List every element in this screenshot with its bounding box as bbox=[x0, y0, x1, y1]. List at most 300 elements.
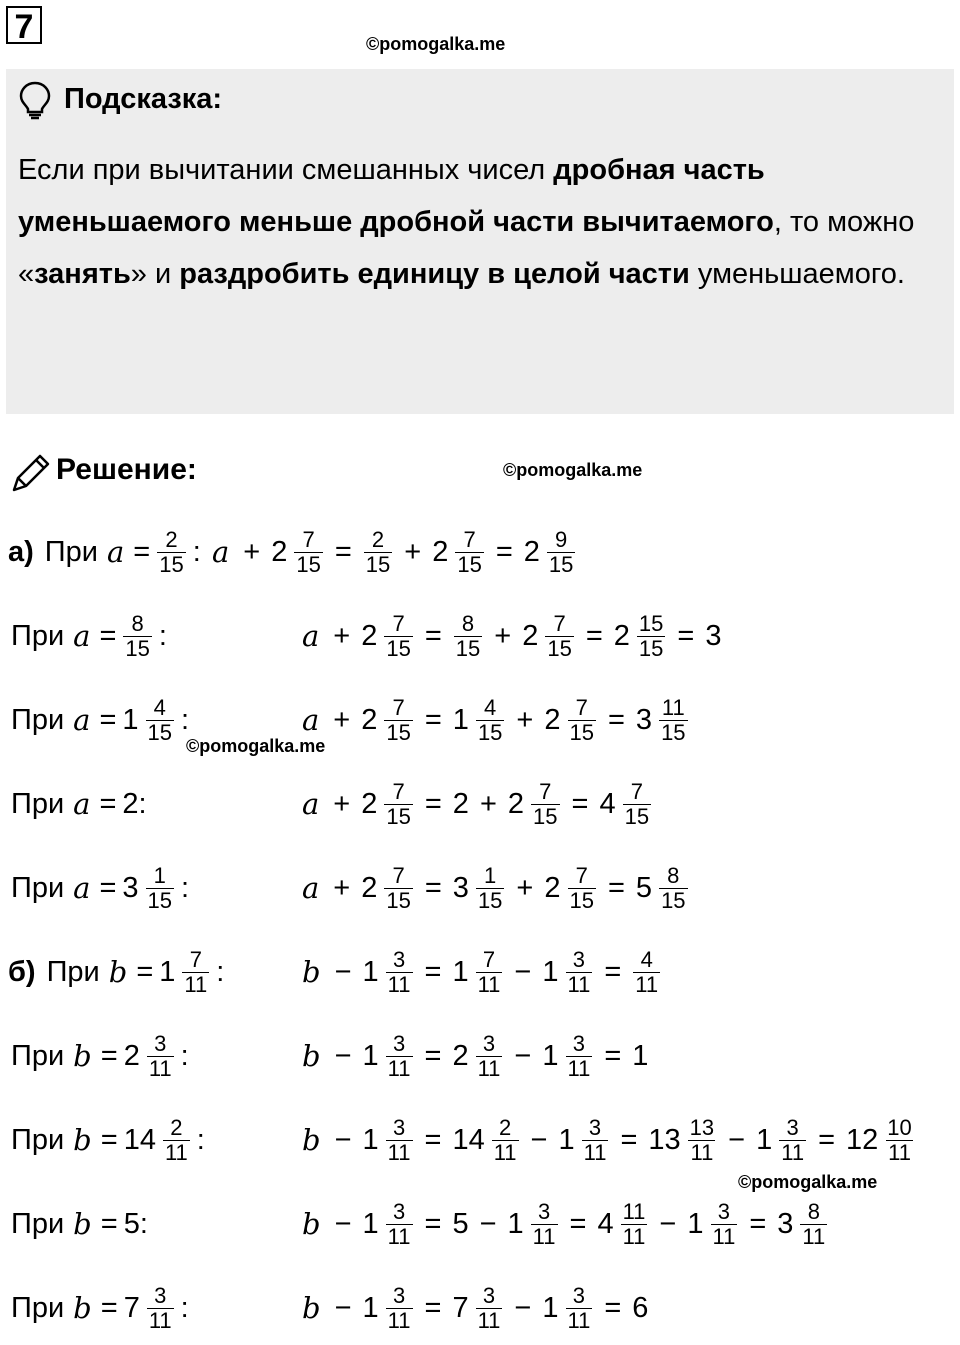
term: 1 bbox=[542, 955, 559, 988]
term: 1 bbox=[122, 703, 139, 736]
term: 1 bbox=[159, 955, 176, 988]
denominator: 15 bbox=[147, 887, 173, 913]
numerator: 8 bbox=[131, 610, 144, 636]
term: 2 bbox=[522, 619, 539, 652]
denominator: 11 bbox=[635, 971, 659, 997]
fraction bbox=[582, 1116, 609, 1165]
numerator: 3 bbox=[588, 1114, 602, 1140]
term: 1 bbox=[687, 1207, 704, 1240]
term: 7 bbox=[123, 1291, 140, 1324]
fraction bbox=[386, 948, 413, 997]
condition-label bbox=[8, 1116, 208, 1165]
term: 2 bbox=[507, 787, 525, 820]
operator: = bbox=[620, 1123, 638, 1156]
denominator: 15 bbox=[455, 635, 481, 661]
operator: = bbox=[607, 871, 625, 904]
variable: b bbox=[302, 1291, 321, 1325]
numerator: 2 bbox=[499, 1114, 512, 1140]
variable: a bbox=[73, 619, 91, 653]
variable: b bbox=[73, 1039, 92, 1073]
operator: + bbox=[494, 619, 512, 652]
fraction bbox=[621, 1200, 648, 1249]
numerator: 7 bbox=[302, 526, 315, 552]
term: = bbox=[99, 871, 117, 904]
denominator: 11 bbox=[532, 1223, 556, 1249]
denominator: 15 bbox=[386, 719, 411, 745]
variable: a bbox=[106, 535, 125, 569]
denominator: 11 bbox=[690, 1139, 714, 1165]
numerator: 9 bbox=[555, 526, 568, 552]
operator: = bbox=[818, 1123, 836, 1156]
fraction bbox=[454, 612, 482, 661]
term: 1 bbox=[362, 1123, 379, 1156]
term: При bbox=[11, 1123, 65, 1156]
variable: a bbox=[302, 787, 320, 821]
watermark: ©pomogalka.me bbox=[186, 736, 326, 756]
condition-label bbox=[8, 696, 192, 745]
term: = bbox=[100, 1039, 118, 1072]
denominator: 11 bbox=[477, 1055, 501, 1081]
denominator: 11 bbox=[387, 1307, 411, 1333]
term: При bbox=[11, 1291, 65, 1324]
equation-row bbox=[0, 1110, 960, 1170]
term: 1 bbox=[558, 1123, 575, 1156]
hint-text: Если при вычитании смешанных чисел дробная часть уменьшаемого меньше дробной части вычитаемого, то можно «занять» и раздробить единицу в целой части уменьшаемого. bbox=[18, 154, 915, 290]
term: 1 bbox=[362, 1039, 379, 1072]
term: : bbox=[181, 703, 190, 736]
variable: a bbox=[73, 787, 91, 821]
term: 2 bbox=[123, 1039, 140, 1072]
operator: − bbox=[514, 1039, 532, 1072]
fraction bbox=[146, 696, 174, 745]
numerator: 3 bbox=[717, 1198, 731, 1224]
term: : bbox=[192, 535, 201, 568]
fraction bbox=[157, 528, 185, 577]
term: 2 bbox=[452, 787, 469, 820]
task-number: 7 bbox=[6, 6, 42, 44]
fraction bbox=[147, 1284, 174, 1333]
denominator: 15 bbox=[533, 803, 558, 829]
term: = bbox=[99, 619, 117, 652]
term: : bbox=[180, 1291, 189, 1324]
term: При bbox=[11, 619, 65, 652]
denominator: 11 bbox=[622, 1223, 646, 1249]
term: 2 bbox=[544, 871, 561, 904]
term: = bbox=[100, 1291, 118, 1324]
denominator: 11 bbox=[387, 1139, 411, 1165]
equation-row bbox=[0, 1278, 960, 1338]
numerator: 1 bbox=[153, 862, 166, 888]
fraction bbox=[476, 1032, 503, 1081]
operator: = bbox=[569, 1207, 587, 1240]
term: = bbox=[100, 1207, 118, 1240]
operator: − bbox=[530, 1123, 548, 1156]
term: При bbox=[11, 1039, 65, 1072]
term: 2 bbox=[452, 1039, 469, 1072]
term: 2 bbox=[544, 703, 561, 736]
part-b-label: б) bbox=[8, 955, 36, 988]
watermark: ©pomogalka.me bbox=[366, 34, 506, 54]
denominator: 11 bbox=[583, 1139, 607, 1165]
denominator: 11 bbox=[712, 1223, 736, 1249]
term: При bbox=[11, 787, 65, 820]
numerator: 3 bbox=[392, 1282, 406, 1308]
numerator: 7 bbox=[575, 694, 588, 720]
operator: − bbox=[334, 1291, 352, 1324]
fraction bbox=[659, 864, 687, 913]
numerator: 7 bbox=[575, 862, 588, 888]
denominator: 11 bbox=[148, 1055, 172, 1081]
term: : bbox=[181, 871, 190, 904]
equation-row bbox=[0, 1194, 960, 1254]
operator: = bbox=[424, 955, 442, 988]
fraction bbox=[476, 864, 504, 913]
fraction bbox=[566, 1284, 593, 1333]
numerator: 3 bbox=[537, 1198, 551, 1224]
term: 1 bbox=[542, 1291, 559, 1324]
denominator: 15 bbox=[638, 635, 664, 661]
fraction bbox=[633, 948, 660, 997]
term: 6 bbox=[632, 1291, 649, 1324]
denominator: 11 bbox=[477, 1307, 501, 1333]
term: 5 bbox=[635, 871, 653, 904]
operator: = bbox=[677, 619, 695, 652]
fraction bbox=[476, 696, 504, 745]
term: 2 bbox=[271, 535, 288, 568]
operator: − bbox=[334, 1123, 352, 1156]
term: 13 bbox=[648, 1123, 681, 1156]
denominator: 11 bbox=[567, 971, 591, 997]
fraction bbox=[800, 1200, 827, 1249]
denominator: 15 bbox=[624, 803, 650, 829]
operator: = bbox=[749, 1207, 767, 1240]
variable: b bbox=[73, 1291, 92, 1325]
fraction bbox=[384, 612, 412, 661]
term: При bbox=[11, 1207, 65, 1240]
variable: a bbox=[302, 703, 320, 737]
variable: a bbox=[73, 871, 91, 905]
operator: = bbox=[424, 1291, 442, 1324]
term: 3 bbox=[635, 703, 653, 736]
numerator: 3 bbox=[392, 1198, 406, 1224]
operator: = bbox=[424, 1123, 442, 1156]
term: 1 bbox=[362, 1291, 379, 1324]
denominator: 11 bbox=[164, 1139, 188, 1165]
equation bbox=[296, 1032, 651, 1081]
denominator: 15 bbox=[547, 635, 572, 661]
equation bbox=[206, 528, 579, 577]
denominator: 15 bbox=[386, 887, 411, 913]
numerator: 7 bbox=[392, 610, 405, 636]
equation-row bbox=[0, 1026, 960, 1086]
variable: b bbox=[302, 1039, 321, 1073]
denominator: 11 bbox=[493, 1139, 517, 1165]
numerator: 7 bbox=[392, 778, 405, 804]
term: : bbox=[196, 1123, 205, 1156]
term: = bbox=[99, 787, 117, 820]
operator: − bbox=[514, 955, 532, 988]
term: 4 bbox=[597, 1207, 614, 1240]
operator: = bbox=[424, 787, 442, 820]
variable: a bbox=[302, 619, 320, 653]
term: 2: bbox=[122, 787, 147, 820]
fraction bbox=[688, 1116, 716, 1165]
equation-row bbox=[0, 774, 960, 834]
fraction bbox=[531, 780, 559, 829]
numerator: 7 bbox=[189, 946, 202, 972]
fraction bbox=[711, 1200, 738, 1249]
hint-title: Подсказка: bbox=[64, 83, 223, 115]
numerator: 4 bbox=[640, 946, 653, 972]
term: 2 bbox=[361, 619, 378, 652]
denominator: 15 bbox=[296, 551, 321, 577]
numerator: 3 bbox=[392, 1114, 406, 1140]
equation bbox=[296, 864, 692, 913]
equation bbox=[296, 948, 664, 997]
denominator: 11 bbox=[387, 1223, 411, 1249]
fraction bbox=[476, 948, 503, 997]
fraction bbox=[492, 1116, 519, 1165]
numerator: 11 bbox=[661, 694, 685, 720]
operator: = bbox=[424, 1039, 442, 1072]
denominator: 15 bbox=[159, 551, 184, 577]
numerator: 4 bbox=[484, 694, 497, 720]
numerator: 3 bbox=[154, 1282, 167, 1308]
operator: = bbox=[495, 535, 513, 568]
equation-row bbox=[0, 606, 960, 666]
operator: + bbox=[333, 871, 351, 904]
equation bbox=[296, 1200, 831, 1249]
variable: b bbox=[73, 1123, 92, 1157]
fraction bbox=[146, 864, 174, 913]
solution-title: Решение: bbox=[56, 453, 197, 486]
variable: a bbox=[73, 703, 91, 737]
term: 14 bbox=[123, 1123, 156, 1156]
numerator: 3 bbox=[482, 1030, 496, 1056]
fraction bbox=[566, 948, 593, 997]
numerator: 2 bbox=[170, 1114, 183, 1140]
condition-label bbox=[8, 787, 150, 821]
term: 1 bbox=[362, 955, 379, 988]
fraction bbox=[384, 780, 412, 829]
fraction bbox=[386, 1116, 413, 1165]
fraction bbox=[386, 1284, 413, 1333]
denominator: 15 bbox=[125, 635, 150, 661]
operator: − bbox=[334, 1039, 352, 1072]
fraction bbox=[566, 1032, 593, 1081]
term: 7 bbox=[452, 1291, 469, 1324]
denominator: 11 bbox=[567, 1307, 591, 1333]
fraction bbox=[147, 1032, 174, 1081]
operator: = bbox=[424, 619, 442, 652]
fraction bbox=[386, 1032, 413, 1081]
fraction bbox=[568, 696, 596, 745]
condition-label bbox=[8, 948, 227, 997]
term: 5: bbox=[123, 1207, 148, 1240]
fraction bbox=[163, 1116, 190, 1165]
denominator: 11 bbox=[888, 1139, 911, 1165]
term: 3 bbox=[705, 619, 722, 652]
term: 3 bbox=[777, 1207, 794, 1240]
term: 3 bbox=[122, 871, 139, 904]
term: = bbox=[100, 1123, 118, 1156]
equation bbox=[296, 696, 692, 745]
term: 2 bbox=[361, 871, 378, 904]
fraction bbox=[885, 1116, 913, 1165]
fraction bbox=[384, 864, 412, 913]
fraction bbox=[779, 1116, 806, 1165]
variable: a bbox=[302, 871, 320, 905]
term: 4 bbox=[599, 787, 616, 820]
term: 1 bbox=[756, 1123, 773, 1156]
operator: − bbox=[659, 1207, 677, 1240]
numerator: 3 bbox=[572, 1282, 586, 1308]
operator: − bbox=[479, 1207, 497, 1240]
operator: + bbox=[404, 535, 422, 568]
operator: + bbox=[333, 619, 351, 652]
operator: = bbox=[424, 871, 442, 904]
operator: = bbox=[607, 703, 625, 736]
numerator: 8 bbox=[667, 862, 680, 888]
numerator: 7 bbox=[630, 778, 643, 804]
numerator: 7 bbox=[482, 946, 496, 972]
operator: = bbox=[604, 955, 622, 988]
numerator: 4 bbox=[153, 694, 166, 720]
fraction bbox=[547, 528, 575, 577]
fraction bbox=[384, 696, 412, 745]
operator: + bbox=[516, 871, 534, 904]
fraction bbox=[545, 612, 573, 661]
denominator: 11 bbox=[567, 1055, 591, 1081]
denominator: 15 bbox=[147, 719, 173, 745]
term: 14 bbox=[452, 1123, 485, 1156]
denominator: 11 bbox=[802, 1223, 826, 1249]
term: 1 bbox=[507, 1207, 524, 1240]
term: 2 bbox=[432, 535, 449, 568]
fraction bbox=[455, 528, 483, 577]
term: 1 bbox=[632, 1039, 649, 1072]
term: 2 bbox=[613, 619, 630, 652]
denominator: 15 bbox=[457, 551, 482, 577]
term: При bbox=[46, 955, 100, 988]
condition-label bbox=[8, 1032, 192, 1081]
denominator: 15 bbox=[386, 635, 411, 661]
operator: = bbox=[334, 535, 352, 568]
lightbulb-icon bbox=[18, 80, 52, 120]
numerator: 10 bbox=[887, 1114, 912, 1140]
fraction bbox=[182, 948, 209, 997]
equation bbox=[296, 612, 724, 661]
term: = bbox=[99, 703, 117, 736]
fraction bbox=[568, 864, 596, 913]
term: При bbox=[44, 535, 98, 568]
watermark: ©pomogalka.me bbox=[738, 1172, 878, 1192]
numerator: 3 bbox=[572, 1030, 586, 1056]
pencil-icon bbox=[10, 452, 52, 494]
condition-label bbox=[8, 864, 192, 913]
term: 12 bbox=[846, 1123, 879, 1156]
denominator: 15 bbox=[569, 887, 594, 913]
equation bbox=[296, 1284, 651, 1333]
numerator: 8 bbox=[807, 1198, 820, 1224]
denominator: 15 bbox=[365, 551, 391, 577]
term: : bbox=[216, 955, 225, 988]
fraction bbox=[123, 612, 151, 661]
denominator: 11 bbox=[184, 971, 208, 997]
fraction bbox=[386, 1200, 413, 1249]
operator: + bbox=[243, 535, 261, 568]
operator: + bbox=[516, 703, 534, 736]
variable: b bbox=[302, 1207, 321, 1241]
term: = bbox=[133, 535, 151, 568]
numerator: 3 bbox=[572, 946, 586, 972]
term: : bbox=[158, 619, 167, 652]
operator: + bbox=[479, 787, 497, 820]
fraction bbox=[659, 696, 687, 745]
numerator: 1 bbox=[484, 862, 497, 888]
term: 1 bbox=[452, 955, 469, 988]
term: 2 bbox=[361, 787, 378, 820]
numerator: 3 bbox=[154, 1030, 167, 1056]
variable: b bbox=[73, 1207, 92, 1241]
operator: = bbox=[424, 1207, 442, 1240]
term: 2 bbox=[523, 535, 540, 568]
operator: = bbox=[571, 787, 589, 820]
term: При bbox=[11, 703, 65, 736]
operator: − bbox=[334, 1207, 352, 1240]
numerator: 13 bbox=[689, 1114, 715, 1140]
term: 2 bbox=[361, 703, 378, 736]
numerator: 2 bbox=[371, 526, 385, 552]
condition-label bbox=[8, 1207, 151, 1241]
denominator: 11 bbox=[387, 1055, 411, 1081]
numerator: 11 bbox=[622, 1198, 646, 1224]
numerator: 7 bbox=[392, 694, 405, 720]
fraction bbox=[476, 1284, 503, 1333]
operator: = bbox=[604, 1291, 622, 1324]
numerator: 7 bbox=[553, 610, 566, 636]
operator: − bbox=[514, 1291, 532, 1324]
numerator: 2 bbox=[165, 526, 178, 552]
condition-label bbox=[8, 612, 170, 661]
denominator: 15 bbox=[548, 551, 574, 577]
term: : bbox=[180, 1039, 189, 1072]
equation-row bbox=[0, 942, 960, 1002]
denominator: 11 bbox=[148, 1307, 172, 1333]
operator: = bbox=[424, 703, 442, 736]
operator: = bbox=[585, 619, 603, 652]
variable: b bbox=[302, 1123, 321, 1157]
denominator: 11 bbox=[387, 971, 411, 997]
numerator: 3 bbox=[392, 1030, 406, 1056]
term: 1 bbox=[362, 1207, 379, 1240]
denominator: 15 bbox=[661, 719, 686, 745]
equation-row bbox=[0, 858, 960, 918]
term: 3 bbox=[452, 871, 469, 904]
numerator: 3 bbox=[482, 1282, 496, 1308]
fraction bbox=[294, 528, 322, 577]
equation-row bbox=[0, 522, 960, 582]
variable: a bbox=[212, 535, 230, 569]
fraction bbox=[364, 528, 392, 577]
numerator: 7 bbox=[392, 862, 405, 888]
numerator: 8 bbox=[461, 610, 475, 636]
fraction bbox=[637, 612, 665, 661]
numerator: 7 bbox=[463, 526, 476, 552]
denominator: 15 bbox=[477, 719, 503, 745]
condition-label bbox=[8, 1284, 192, 1333]
operator: = bbox=[604, 1039, 622, 1072]
